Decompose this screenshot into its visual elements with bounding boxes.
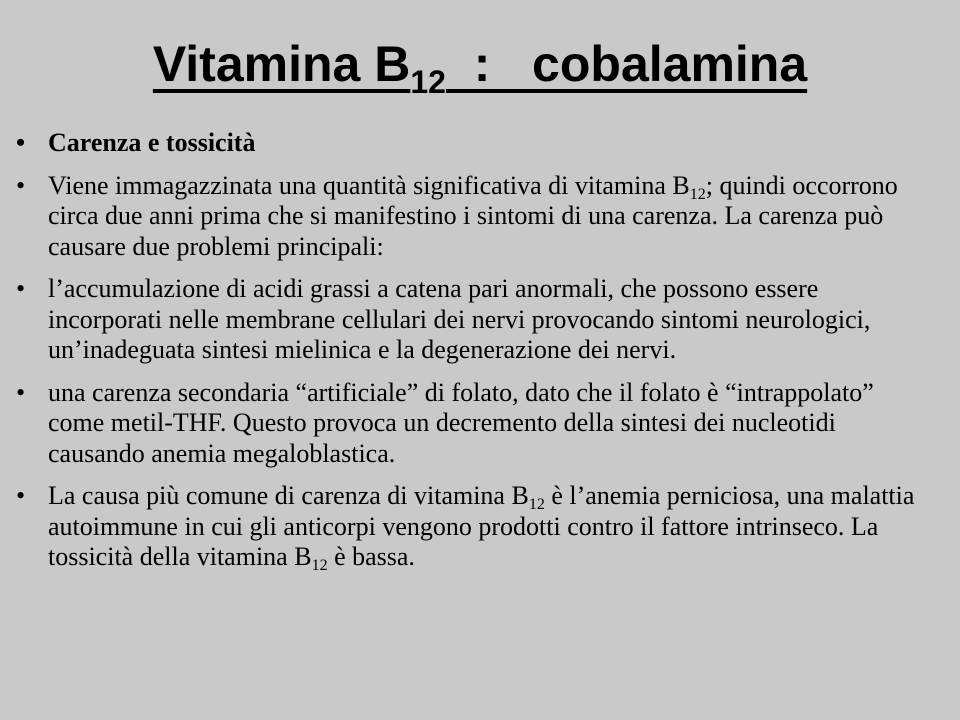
bullet-item-heading xyxy=(16,128,926,159)
subscript: 12 xyxy=(311,557,328,574)
bullet-item-fatty-acids xyxy=(16,274,926,366)
bullet-icon: • xyxy=(16,274,26,303)
bullet-item-folate xyxy=(16,378,926,470)
title-rest: : cobalamina xyxy=(445,36,808,92)
title-main: Vitamina B xyxy=(152,36,411,92)
bullet-text: La causa più comune di carenza di vitamina B xyxy=(48,481,529,510)
bullet-item-cause xyxy=(16,481,926,573)
bullet-icon: • xyxy=(16,170,26,200)
subscript: 12 xyxy=(528,496,545,513)
bullet-icon: • xyxy=(16,128,26,157)
bullet-list xyxy=(16,128,926,585)
bullet-text: Carenza e tossicità xyxy=(48,128,256,157)
bullet-text: una carenza secondaria “artificiale” di folato, dato che il folato è “intrappolato” come metil-THF. Questo provoca un decremento della sintesi dei nucleotidi causando anemia megaloblastica. xyxy=(48,377,874,468)
bullet-text: è bassa. xyxy=(327,542,415,571)
slide-title xyxy=(0,32,960,100)
bullet-item-storage xyxy=(16,171,926,263)
bullet-text: l’accumulazione di acidi grassi a catena pari anormali, che possono essere incorporati nelle membrane cellulari dei nervi provocando sintomi neurologici, un’inadeguata sintesi mielinica e la degenerazione dei nervi. xyxy=(48,274,871,364)
bullet-icon: • xyxy=(16,481,26,510)
bullet-text: è l’anemia perniciosa, una malattia autoimmune in cui gli anticorpi vengono prodotti contro il fattore intrinseco. La tossicità della vitamina B xyxy=(48,481,915,571)
title-subscript: 12 xyxy=(410,64,446,100)
bullet-text: ; quindi occorrono circa due anni prima che si manifestino i sintomi di una carenza. La carenza può causare due problemi principali: xyxy=(48,170,898,261)
subscript: 12 xyxy=(689,185,706,203)
bullet-icon: • xyxy=(16,377,26,407)
bullet-text: Viene immagazzinata una quantità significativa di vitamina B xyxy=(48,170,690,200)
